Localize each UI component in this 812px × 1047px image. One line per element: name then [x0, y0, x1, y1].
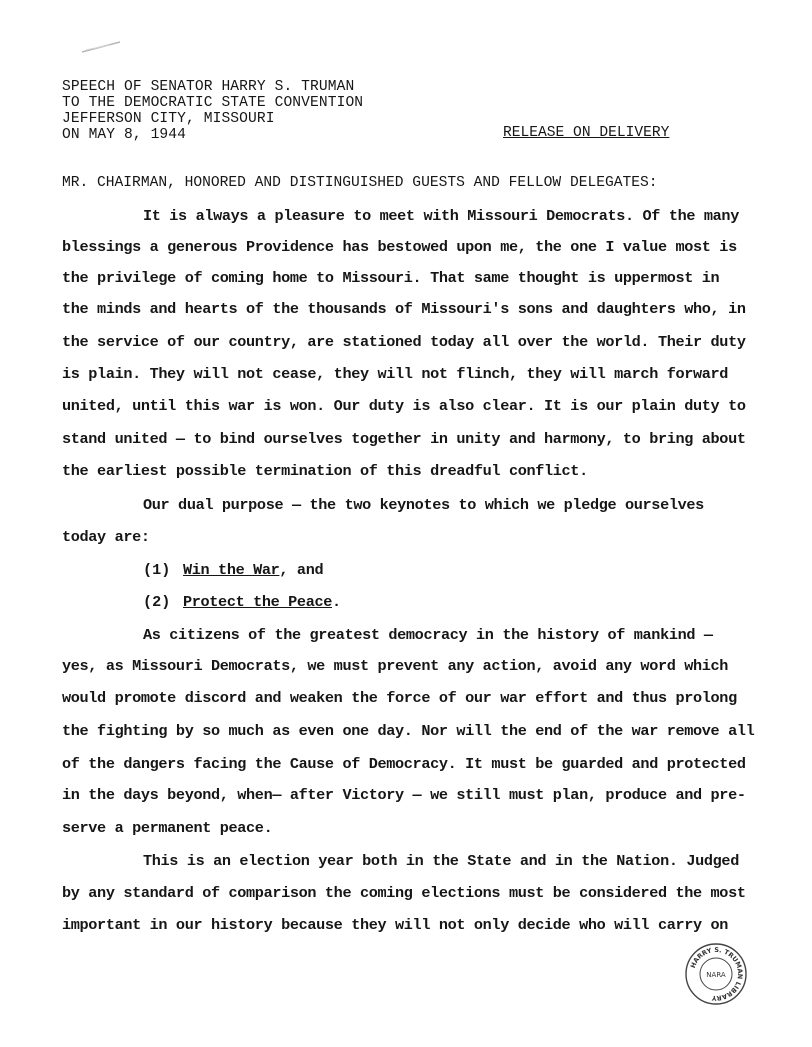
stamp-ring-text: HARRY S. TRUMAN LIBRARY	[688, 945, 745, 1003]
header-line-4: ON MAY 8, 1944	[62, 127, 187, 143]
list-item-1-text: Win the War	[183, 561, 280, 579]
p3-line-2: yes, as Missouri Democrats, we must prevent any action, avoid any word which	[62, 657, 729, 675]
header-line-1: SPEECH OF SENATOR HARRY S. TRUMAN	[62, 79, 355, 95]
p1-line-2: blessings a generous Providence has bestowed upon me, the one I value most is	[62, 238, 737, 256]
list-item-2-number: (2)	[143, 593, 171, 611]
p1-line-9: the earliest possible termination of this dreadful conflict.	[62, 462, 588, 480]
list-item-2-tail: .	[332, 593, 341, 611]
p2-line-1: Our dual purpose — the two keynotes to which we pledge ourselves	[143, 496, 704, 514]
p3-line-7: serve a permanent peace.	[62, 819, 273, 837]
p1-line-3: the privilege of coming home to Missouri. That same thought is uppermost in	[62, 269, 720, 287]
p3-line-4: the fighting by so much as even one day. Nor will the end of the war remove all	[62, 722, 755, 740]
p4-line-3: important in our history because they will not only decide who will carry on	[62, 916, 729, 934]
header-line-2: TO THE DEMOCRATIC STATE CONVENTION	[62, 95, 364, 111]
p4-line-1: This is an election year both in the State and in the Nation. Judged	[143, 852, 739, 870]
p1-line-8: stand united — to bind ourselves together in unity and harmony, to bring about	[62, 430, 746, 448]
p1-line-1: It is always a pleasure to meet with Missouri Democrats. Of the many	[143, 207, 739, 225]
p3-line-5: of the dangers facing the Cause of Democracy. It must be guarded and protected	[62, 755, 746, 773]
p1-line-7: united, until this war is won. Our duty is also clear. It is our plain duty to	[62, 397, 746, 415]
library-stamp-icon	[684, 942, 748, 1006]
release-on-delivery: RELEASE ON DELIVERY	[503, 125, 670, 141]
p3-line-3: would promote discord and weaken the force of our war effort and thus prolong	[62, 689, 737, 707]
p3-line-1: As citizens of the greatest democracy in the history of mankind —	[143, 626, 713, 644]
p3-line-6: in the days beyond, when— after Victory — we still must plan, produce and pre-	[62, 786, 746, 804]
p2-line-2: today are:	[62, 528, 150, 546]
p4-line-2: by any standard of comparison the coming elections must be considered the most	[62, 884, 746, 902]
pencil-mark-icon	[80, 38, 124, 56]
list-item-2	[183, 593, 341, 611]
header-line-3: JEFFERSON CITY, MISSOURI	[62, 111, 275, 127]
list-item-2-text: Protect the Peace	[183, 593, 332, 611]
list-item-1-number: (1)	[143, 561, 171, 579]
salutation: MR. CHAIRMAN, HONORED AND DISTINGUISHED GUESTS AND FELLOW DELEGATES:	[62, 175, 658, 191]
p1-line-4: the minds and hearts of the thousands of Missouri's sons and daughters who, in	[62, 300, 746, 318]
p1-line-6: is plain. They will not cease, they will not flinch, they will march forward	[62, 365, 729, 383]
list-item-1-tail: , and	[279, 561, 324, 579]
stamp-center-text: NARA	[706, 971, 726, 979]
p1-line-5: the service of our country, are stationed today all over the world. Their duty	[62, 333, 746, 351]
list-item-1	[183, 561, 323, 579]
